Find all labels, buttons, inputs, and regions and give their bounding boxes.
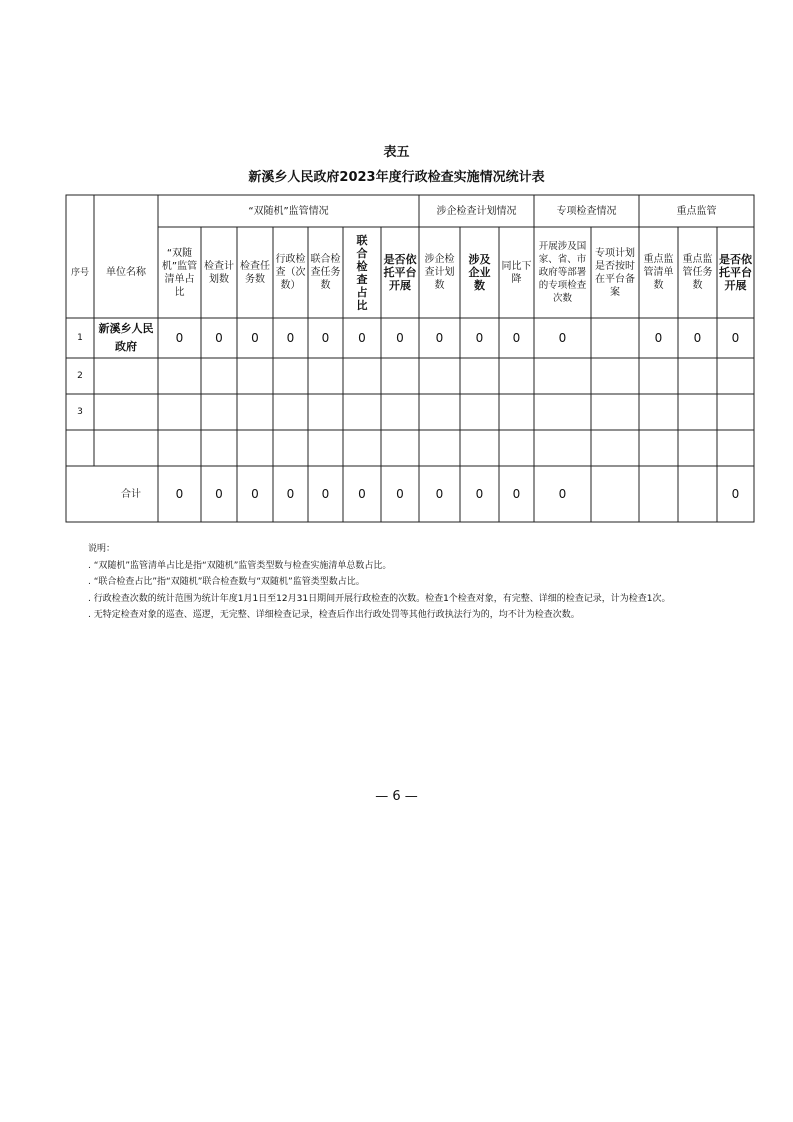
header-seq: 序号 [70, 267, 89, 278]
total-cell: 0 [358, 486, 366, 501]
header-c8: 涉企检查计划数 [424, 254, 455, 291]
table-cell: 0 [654, 330, 663, 345]
table-cell [343, 394, 381, 430]
row-seq [66, 430, 94, 466]
table-cell: 0 [558, 330, 567, 345]
table-cell [678, 358, 717, 394]
row-seq: 1 [77, 332, 83, 343]
table-cell [591, 358, 639, 394]
table-cell [419, 358, 460, 394]
total-cell: 0 [435, 486, 444, 501]
total-cell [639, 466, 678, 522]
table-cell: 0 [251, 330, 259, 345]
total-cell: 0 [475, 486, 484, 501]
table-cell: 0 [396, 330, 404, 345]
table-cell [308, 358, 343, 394]
table-cell [273, 430, 308, 466]
header-c12: 专项计划是否按时在平台备案 [595, 247, 635, 298]
note-item: . 行政检查次数的统计范围为统计年度1月1日至12月31日期间开展行政检查的次数。检查1个检查对象，有完整、详细的检查记录，计为检查1次。 [88, 593, 671, 604]
table-cell: 0 [731, 330, 740, 345]
table-cell [419, 430, 460, 466]
table-cell [499, 430, 534, 466]
table-cell [460, 394, 499, 430]
total-cell: 0 [215, 486, 223, 501]
row-seq: 2 [77, 370, 83, 381]
notes [88, 541, 748, 624]
group-sheqi: 涉企检查计划情况 [436, 205, 517, 217]
table-cell [639, 394, 678, 430]
total-cell: 0 [251, 486, 259, 501]
table-cell [237, 394, 273, 430]
header-c9: 涉及企业数 [468, 253, 491, 292]
table-cell [237, 358, 273, 394]
group-zhongdian: 重点监管 [676, 205, 717, 217]
table-cell [460, 430, 499, 466]
table-cell [158, 394, 201, 430]
total-cell: 0 [558, 486, 567, 501]
table-cell [201, 430, 237, 466]
table-cell: 0 [358, 330, 366, 345]
table-cell [591, 394, 639, 430]
table-cell: 0 [175, 330, 184, 345]
table-cell [308, 430, 343, 466]
table-cell [237, 430, 273, 466]
table-cell [534, 430, 591, 466]
table-cell [343, 358, 381, 394]
header-unit: 单位名称 [106, 267, 146, 278]
table-cell [534, 394, 591, 430]
header-c14: 重点监管任务数 [682, 254, 713, 291]
table-label: 表五 [383, 145, 410, 160]
table-cell [158, 358, 201, 394]
table-cell [419, 394, 460, 430]
table-cell [678, 430, 717, 466]
table-cell: 0 [321, 330, 330, 345]
row-unit: 新溪乡人民政府 [98, 322, 154, 353]
row-unit [94, 394, 158, 430]
note-item: . 无特定检查对象的巡查、巡逻，无完整、详细检查记录，检查后作出行政处罚等其他行政执法行为的，均不计为检查次数。 [88, 610, 580, 620]
table-cell [381, 394, 419, 430]
table-cell [381, 358, 419, 394]
table-cell [460, 358, 499, 394]
row-unit [94, 358, 158, 394]
header-c15: 是否依托平台开展 [719, 253, 752, 292]
table-cell [717, 394, 754, 430]
header-c13: 重点监管清单数 [643, 254, 674, 291]
total-cell: 0 [286, 486, 295, 501]
total-cell [678, 466, 717, 522]
table-cell: 0 [475, 330, 484, 345]
note-item: . “双随机”监管清单占比是指“双随机”监管类型数与检查实施清单总数占比。 [88, 560, 392, 571]
table-cell [499, 394, 534, 430]
note-item: . “联合检查占比”指“双随机”联合检查数与“双随机”监管类型数占比。 [88, 577, 365, 587]
table-cell: 0 [512, 330, 521, 345]
total-cell: 0 [731, 486, 740, 501]
table-cell [201, 358, 237, 394]
row-seq: 3 [77, 406, 83, 417]
header-c2: 检查计划数 [204, 260, 234, 285]
notes-heading: 说明： [88, 544, 116, 554]
table-cell [308, 394, 343, 430]
table-cell [591, 318, 639, 358]
header-c11: 开展涉及国家、省、市政府等部署的专项检查次数 [538, 241, 587, 304]
total-cell: 0 [175, 486, 184, 501]
table-cell [717, 430, 754, 466]
table-cell: 0 [286, 330, 295, 345]
table-cell: 0 [215, 330, 223, 345]
table-cell [639, 430, 678, 466]
header-c10: 同比下降 [501, 260, 532, 285]
table-cell [201, 394, 237, 430]
table-cell [499, 358, 534, 394]
total-cell: 0 [321, 486, 330, 501]
table-cell [343, 430, 381, 466]
total-cell: 0 [396, 486, 404, 501]
header-c4: 行政检查（次数） [275, 254, 306, 291]
table-cell [273, 358, 308, 394]
header-c3: 检查任务数 [240, 260, 270, 285]
header-c7: 是否依托平台开展 [383, 253, 417, 292]
table-cell: 0 [435, 330, 444, 345]
total-cell: 0 [512, 486, 521, 501]
table-cell [273, 394, 308, 430]
total-label: 合计 [121, 488, 141, 500]
header-c6: 联合检查占比 [356, 233, 368, 312]
row-unit [94, 430, 158, 466]
table-cell [534, 358, 591, 394]
table-cell [639, 358, 678, 394]
table-cell: 0 [693, 330, 702, 345]
group-shuangsuiji: “双随机”监管情况 [248, 205, 329, 217]
page-number: — 6 — [375, 789, 418, 804]
table-cell [678, 394, 717, 430]
header-c1: “双随机”监管清单占比 [161, 247, 198, 298]
total-cell [591, 466, 639, 522]
table-cell [591, 430, 639, 466]
table-cell [717, 358, 754, 394]
table-cell [381, 430, 419, 466]
group-zhuanxiang: 专项检查情况 [556, 205, 617, 217]
table-title: 新溪乡人民政府2023年度行政检查实施情况统计表 [248, 170, 545, 185]
header-c5: 联合检查任务数 [310, 254, 341, 291]
table-cell [158, 430, 201, 466]
